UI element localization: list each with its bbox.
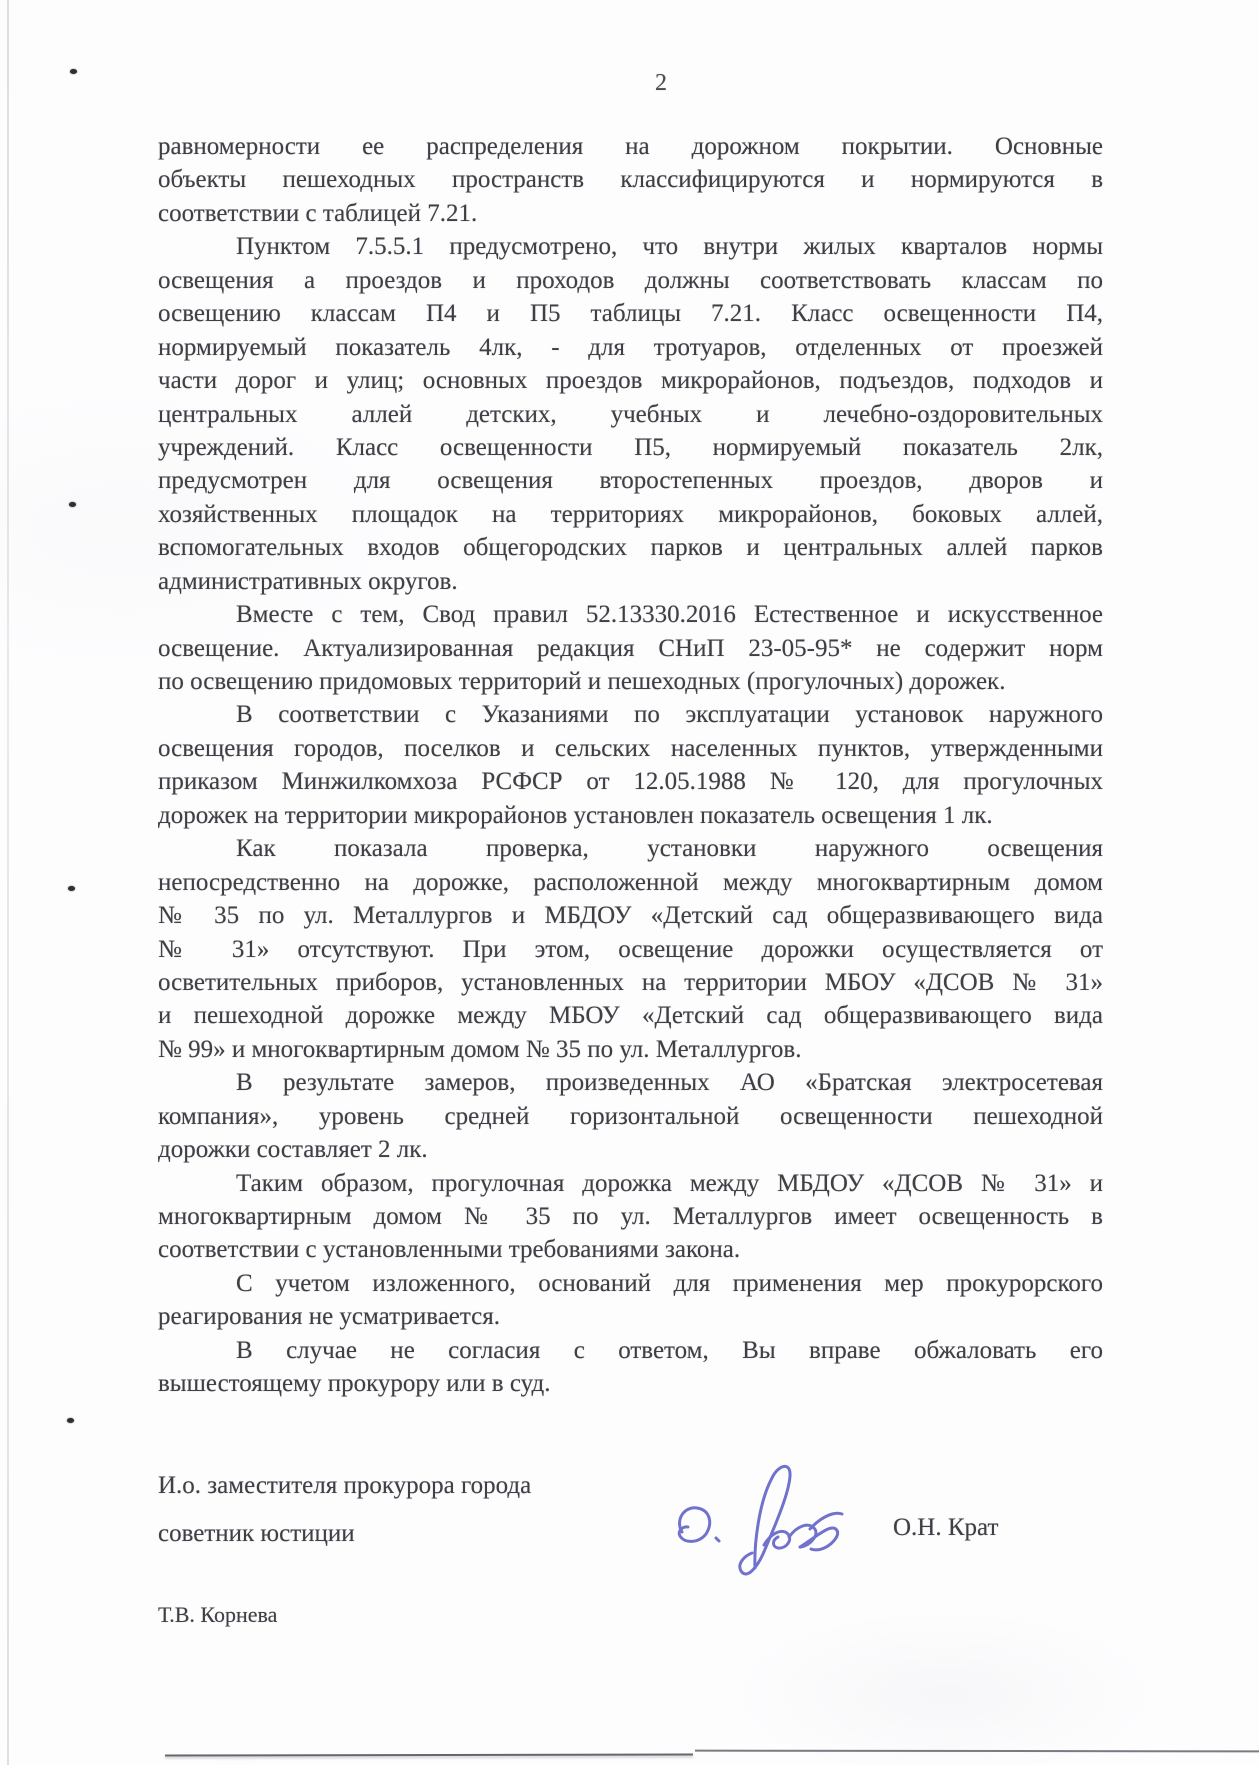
signer-position-line2: советник юстиции bbox=[158, 1520, 355, 1547]
page-number: 2 bbox=[655, 70, 667, 96]
text-line: равномерности ее распределения на дорожном покрытии. Основные bbox=[158, 133, 1103, 160]
signer-name: О.Н. Крат bbox=[893, 1514, 999, 1541]
scan-edge-line bbox=[7, 0, 9, 1765]
staple-mark-dot bbox=[68, 886, 75, 891]
text-line: учреждений. Класс освещенности П5, нормируемый показатель 2лк, bbox=[158, 433, 1103, 461]
text-line: В случае не согласия с ответом, Вы вправе обжаловать его bbox=[236, 1336, 1103, 1364]
staple-mark-dot bbox=[67, 1418, 74, 1423]
handwritten-signature bbox=[658, 1448, 873, 1603]
text-line: освещения городов, поселков и сельских населенных пунктов, утвержденными bbox=[158, 734, 1103, 762]
executor-name: Т.В. Корнева bbox=[158, 1602, 278, 1627]
text-line: Таким образом, прогулочная дорожка между МБДОУ «ДСОВ № 31» и bbox=[236, 1169, 1103, 1197]
text-line: С учетом изложенного, оснований для применения мер прокурорского bbox=[236, 1269, 1103, 1297]
text-line: части дорог и улиц; основных проездов микрорайонов, подъездов, подходов и bbox=[158, 367, 1103, 395]
text-line: нормируемый показатель 4лк, - для тротуаров, отделенных от проезжей bbox=[158, 333, 1103, 361]
body-text bbox=[158, 130, 1103, 1401]
text-line: № 31» отсутствуют. При этом, освещение дорожки осуществляется от bbox=[158, 935, 1103, 963]
text-line: по освещению придомовых территорий и пешеходных (прогулочных) дорожек. bbox=[158, 668, 1006, 695]
text-line: и пешеходной дорожке между МБОУ «Детский сад общеразвивающего вида bbox=[158, 1002, 1103, 1030]
scan-artifact-line bbox=[695, 1750, 1259, 1752]
text-line: предусмотрен для освещения второстепенных проездов, дворов и bbox=[158, 467, 1103, 495]
text-line: Пунктом 7.5.5.1 предусмотрено, что внутри жилых кварталов нормы bbox=[236, 233, 1103, 261]
text-line: хозяйственных площадок на территориях микрорайонов, боковых аллей, bbox=[158, 500, 1103, 528]
text-line: В соответствии с Указаниями по эксплуатации установок наружного bbox=[236, 701, 1103, 729]
scan-artifact-line bbox=[165, 1753, 693, 1756]
text-line: освещения а проездов и проходов должны соответствовать классам по bbox=[158, 266, 1103, 294]
text-line: № 35 по ул. Металлургов и МБДОУ «Детский сад общеразвивающего вида bbox=[158, 902, 1103, 930]
text-line: соответствии с таблицей 7.21. bbox=[158, 199, 478, 227]
text-line: объекты пешеходных пространств классифицируются и нормируются в bbox=[158, 166, 1103, 194]
text-line: дорожек на территории микрорайонов установлен показатель освещения 1 лк. bbox=[158, 801, 993, 829]
text-line: административных округов. bbox=[158, 567, 458, 595]
text-line: осветительных приборов, установленных на территории МБОУ «ДСОВ № 31» bbox=[158, 968, 1103, 996]
staple-mark-dot bbox=[70, 69, 77, 74]
text-line: освещение. Актуализированная редакция СНиП 23-05-95* не содержит норм bbox=[158, 634, 1103, 662]
text-line: компания», уровень средней горизонтальной освещенности пешеходной bbox=[158, 1102, 1103, 1130]
text-line: непосредственно на дорожке, расположенной между многоквартирным домом bbox=[158, 868, 1103, 896]
text-line: Как показала проверка, установки наружного освещения bbox=[236, 835, 1103, 863]
text-line: вспомогательных входов общегородских парков и центральных аллей парков bbox=[158, 534, 1103, 562]
text-line: Вместе с тем, Свод правил 52.13330.2016 Естественное и искусственное bbox=[236, 601, 1103, 629]
text-line: соответствии с установленными требованиями закона. bbox=[158, 1236, 741, 1264]
text-line: многоквартирным домом № 35 по ул. Металлургов имеет освещенность в bbox=[158, 1203, 1103, 1230]
text-line: дорожки составляет 2 лк. bbox=[158, 1136, 428, 1164]
text-line: освещению классам П4 и П5 таблицы 7.21. Класс освещенности П4, bbox=[158, 300, 1103, 328]
text-line: № 99» и многоквартирным домом № 35 по ул. Металлургов. bbox=[158, 1035, 802, 1063]
text-line: вышестоящему прокурору или в суд. bbox=[158, 1370, 551, 1398]
text-line: реагирования не усматривается. bbox=[158, 1303, 500, 1331]
text-line: центральных аллей детских, учебных и лечебно-оздоровительных bbox=[158, 400, 1103, 428]
staple-mark-dot bbox=[69, 502, 76, 507]
text-line: В результате замеров, произведенных АО «Братская электросетевая bbox=[236, 1069, 1103, 1097]
text-line: приказом Минжилкомхоза РСФСР от 12.05.1988 № 120, для прогулочных bbox=[158, 768, 1103, 796]
signer-position-line1: И.о. заместителя прокурора города bbox=[158, 1472, 532, 1499]
